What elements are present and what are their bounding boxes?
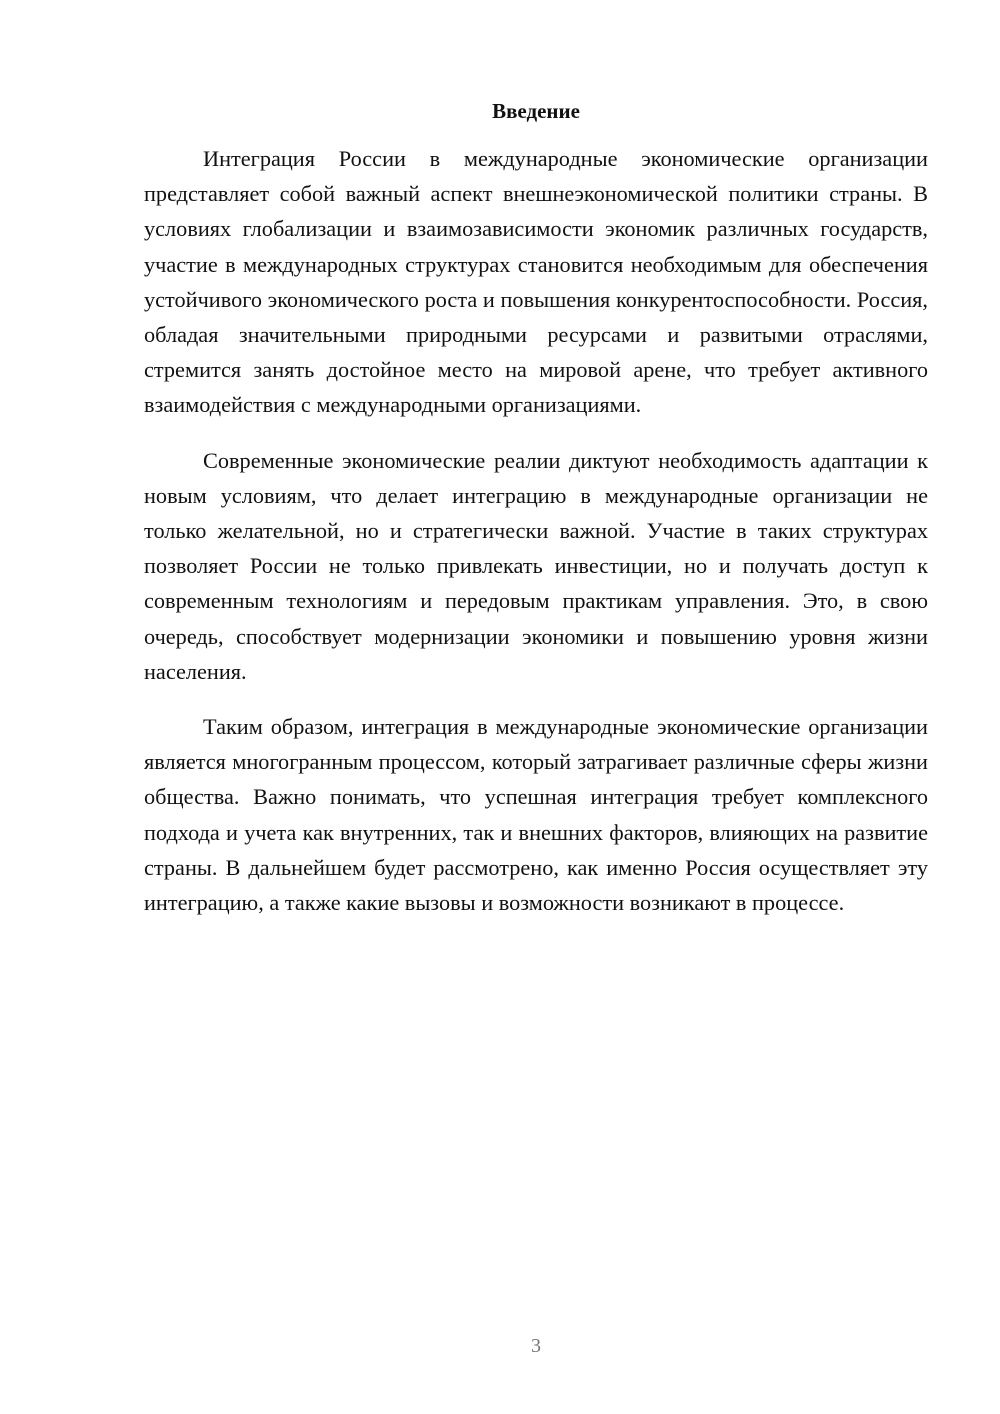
paragraph: Интеграция России в международные экономические организации представляет собой важный аспект внешнеэкономической политики страны. В условиях глобализации и взаимозависимости экономик различных государств, участие в международных структурах становится необходимым для обеспечения устойчивого экономического роста и повышения конкурентоспособности. Россия, обладая значительными природными ресурсами и развитыми отраслями, стремится занять достойное место на мировой арене, что требует активного взаимодействия с международными организациями. — [144, 146, 928, 418]
body-text — [144, 141, 928, 940]
paragraph: Современные экономические реалии диктуют необходимость адаптации к новым условиям, что делает интеграцию в международные организации не только желательной, но и стратегически важной. Участие в таких структурах позволяет России не только привлекать инвестиции, но и получать доступ к современным технологиям и передовым практикам управления. Это, в свою очередь, способствует модернизации экономики и повышению уровня жизни населения. — [144, 447, 928, 684]
page-number: 3 — [531, 1335, 541, 1357]
section-heading: Введение — [492, 99, 580, 123]
paragraph: Таким образом, интеграция в международные экономические организации является многогранным процессом, который затрагивает различные сферы жизни общества. Важно понимать, что успешная интеграция требует комплексного подхода и учета как внутренних, так и внешних факторов, влияющих на развитие страны. В дальнейшем будет рассмотрено, как именно Россия осуществляет эту интеграцию, а также какие вызовы и возможности возникают в процессе. — [144, 714, 928, 916]
